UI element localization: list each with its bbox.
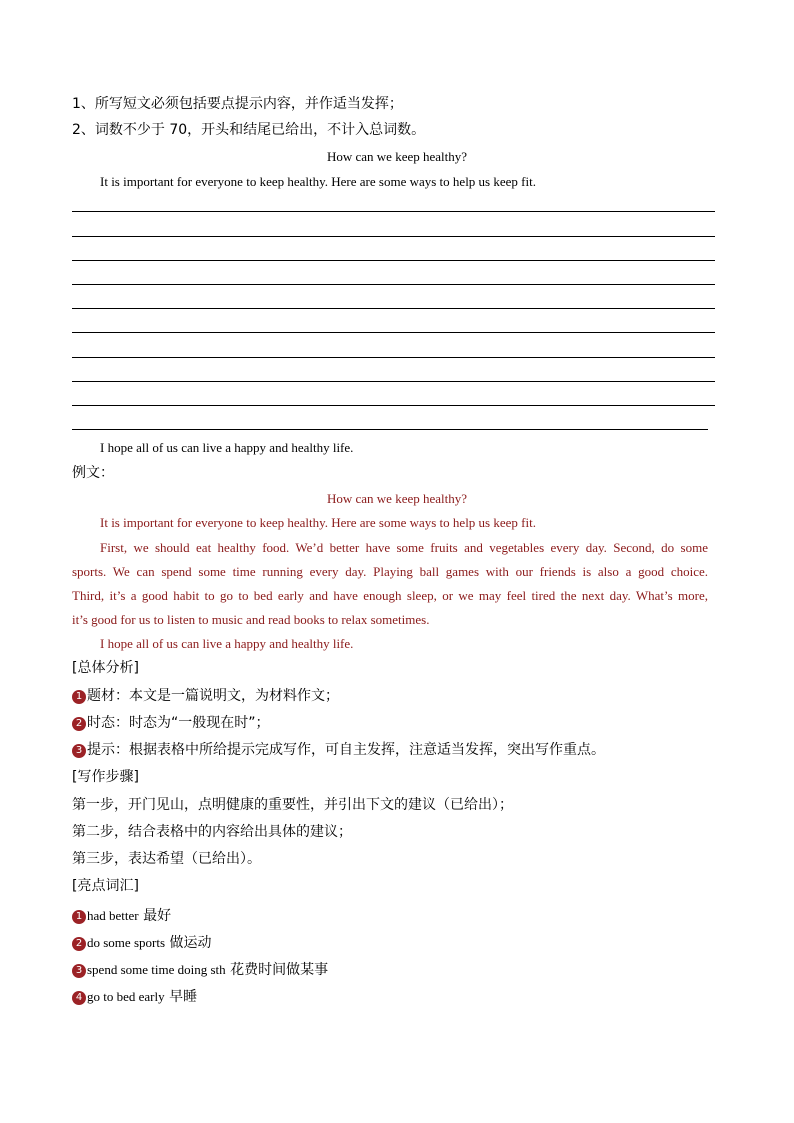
analysis-item bbox=[72, 743, 605, 758]
writing-line bbox=[72, 236, 715, 237]
number-badge: 2 bbox=[72, 937, 86, 951]
vocab-cn: 最好 bbox=[138, 908, 172, 924]
prompt-opening: It is important for everyone to keep healthy. Here are some ways to help us keep fit. bbox=[100, 174, 536, 189]
example-body-line: it’s good for us to listen to music and read books to relax sometimes. bbox=[72, 612, 430, 627]
analysis-item-text: 时态：时态为“一般现在时”； bbox=[87, 715, 270, 731]
vocab-en: go to bed early bbox=[87, 989, 165, 1004]
number-badge: 1 bbox=[72, 690, 86, 704]
step-item: 第二步，结合表格中的内容给出具体的建议； bbox=[72, 824, 352, 840]
writing-line bbox=[72, 260, 715, 261]
writing-line bbox=[72, 357, 715, 358]
steps-heading: [写作步骤] bbox=[72, 769, 139, 785]
writing-line bbox=[72, 429, 708, 430]
example-body-line: Third, it’s a good habit to go to bed early and have enough sleep, or we may feel tired the next day. What’s more, bbox=[72, 588, 708, 603]
number-badge: 4 bbox=[72, 991, 86, 1005]
vocab-item bbox=[72, 907, 171, 924]
example-closing: I hope all of us can live a happy and healthy life. bbox=[100, 636, 354, 651]
instruction-1: 1、所写短文必须包括要点提示内容，并作适当发挥； bbox=[72, 96, 403, 112]
number-badge: 1 bbox=[72, 910, 86, 924]
example-body-line: sports. We can spend some time running every day. Playing ball games with our friends is also a good choice. bbox=[72, 564, 708, 579]
analysis-item-text: 题材：本文是一篇说明文，为材料作文； bbox=[87, 688, 339, 704]
vocab-heading: [亮点词汇] bbox=[72, 878, 139, 894]
number-badge: 3 bbox=[72, 744, 86, 758]
writing-line bbox=[72, 211, 715, 212]
number-badge: 3 bbox=[72, 964, 86, 978]
vocab-en: spend some time doing sth bbox=[87, 962, 226, 977]
example-body-line: First, we should eat healthy food. We’d better have some fruits and vegetables every day. Second, do some bbox=[100, 540, 708, 555]
instruction-2: 2、词数不少于 70，开头和结尾已给出，不计入总词数。 bbox=[72, 122, 426, 138]
writing-line bbox=[72, 332, 715, 333]
example-title: How can we keep healthy? bbox=[326, 491, 468, 506]
writing-line bbox=[72, 405, 715, 406]
vocab-cn: 早睡 bbox=[164, 989, 198, 1005]
vocab-item bbox=[72, 934, 211, 951]
vocab-en: had better bbox=[87, 908, 139, 923]
analysis-item bbox=[72, 689, 339, 704]
number-badge: 2 bbox=[72, 717, 86, 731]
analysis-item-text: 提示：根据表格中所给提示完成写作，可自主发挥，注意适当发挥，突出写作重点。 bbox=[87, 742, 605, 758]
prompt-closing: I hope all of us can live a happy and healthy life. bbox=[100, 440, 354, 455]
vocab-cn: 花费时间做某事 bbox=[225, 962, 329, 978]
writing-line bbox=[72, 284, 715, 285]
writing-line bbox=[72, 381, 715, 382]
example-opening: It is important for everyone to keep healthy. Here are some ways to help us keep fit. bbox=[100, 515, 536, 530]
example-label: 例文： bbox=[72, 465, 114, 481]
vocab-en: do some sports bbox=[87, 935, 165, 950]
analysis-heading: [总体分析] bbox=[72, 660, 139, 676]
writing-line bbox=[72, 308, 715, 309]
prompt-title: How can we keep healthy? bbox=[326, 149, 468, 164]
analysis-item bbox=[72, 716, 270, 731]
step-item: 第三步，表达希望（已给出）。 bbox=[72, 851, 261, 867]
vocab-item bbox=[72, 988, 197, 1005]
step-item: 第一步，开门见山，点明健康的重要性，并引出下文的建议（已给出）； bbox=[72, 797, 513, 813]
vocab-item bbox=[72, 961, 328, 978]
vocab-cn: 做运动 bbox=[165, 935, 212, 951]
